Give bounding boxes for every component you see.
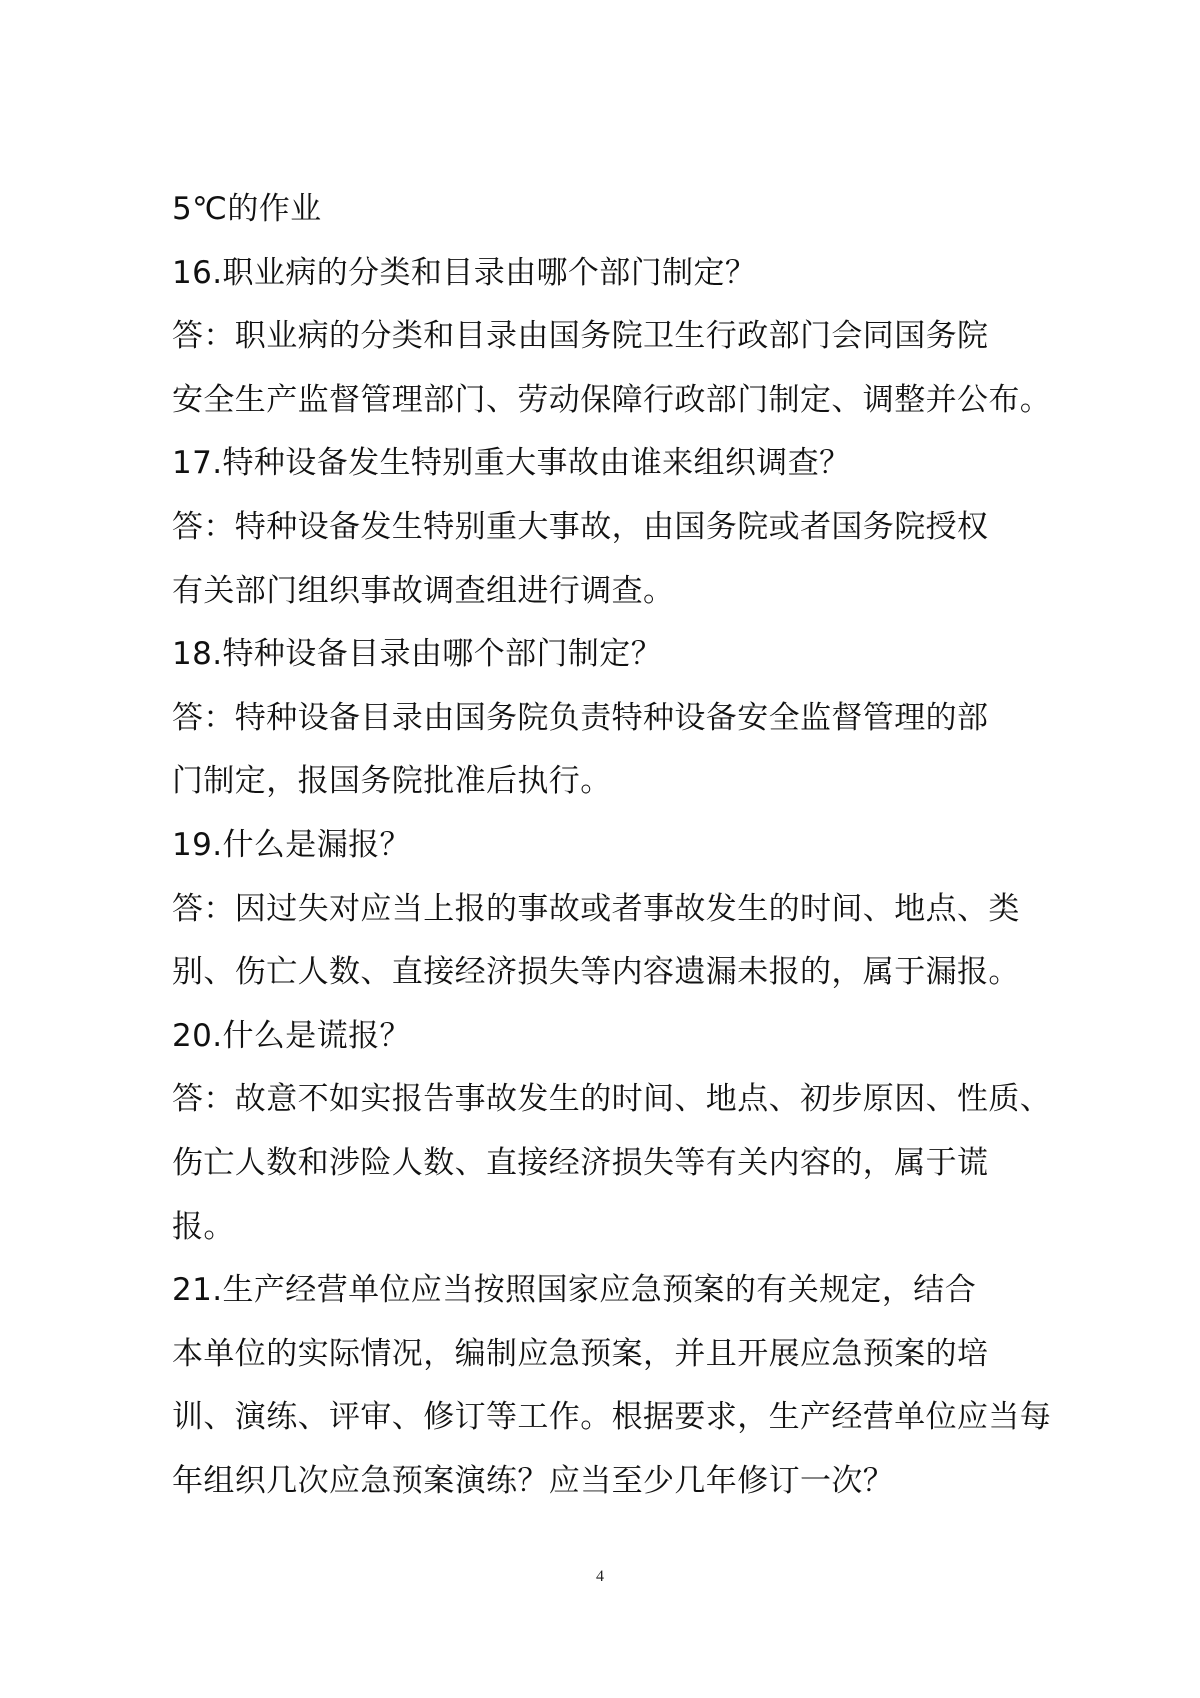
question-20: 20.什么是谎报？ [172, 1017, 411, 1054]
answer-17-line-1: 答：特种设备发生特别重大事故，由国务院或者国务院授权 [172, 508, 989, 545]
question-21-line-3: 训、演练、评审、修订等工作。根据要求，生产经营单位应当每 [172, 1399, 1052, 1436]
question-21-line-1: 21.生产经营单位应当按照国家应急预案的有关规定，结合 [172, 1272, 977, 1309]
answer-20-line-3: 报。 [172, 1208, 235, 1245]
question-21-line-2: 本单位的实际情况，编制应急预案，并且开展应急预案的培 [172, 1335, 989, 1372]
answer-19-line-1: 答：因过失对应当上报的事故或者事故发生的时间、地点、类 [172, 890, 1020, 927]
answer-16-line-2: 安全生产监督管理部门、劳动保障行政部门制定、调整并公布。 [172, 381, 1052, 418]
answer-20-line-1: 答：故意不如实报告事故发生的时间、地点、初步原因、性质、 [172, 1081, 1052, 1118]
answer-17-line-2: 有关部门组织事故调查组进行调查。 [172, 572, 675, 609]
question-18: 18.特种设备目录由哪个部门制定？ [172, 636, 663, 673]
answer-18-line-2: 门制定，报国务院批准后执行。 [172, 763, 612, 800]
page-number: 4 [596, 1568, 604, 1585]
text-line: 5℃的作业 [172, 191, 322, 227]
page-body [172, 178, 1052, 1513]
answer-20-line-2: 伤亡人数和涉险人数、直接经济损失等有关内容的，属于谎 [172, 1144, 989, 1181]
answer-19-line-2: 别、伤亡人数、直接经济损失等内容遗漏未报的，属于漏报。 [172, 954, 1020, 991]
question-16: 16.职业病的分类和目录由哪个部门制定？ [172, 254, 757, 291]
question-21-line-4: 年组织几次应急预案演练？应当至少几年修订一次？ [172, 1462, 895, 1499]
question-19: 19.什么是漏报？ [172, 826, 411, 863]
answer-18-line-1: 答：特种设备目录由国务院负责特种设备安全监督管理的部 [172, 699, 989, 736]
question-17: 17.特种设备发生特别重大事故由谁来组织调查？ [172, 445, 851, 482]
answer-16-line-1: 答：职业病的分类和目录由国务院卫生行政部门会同国务院 [172, 318, 989, 355]
